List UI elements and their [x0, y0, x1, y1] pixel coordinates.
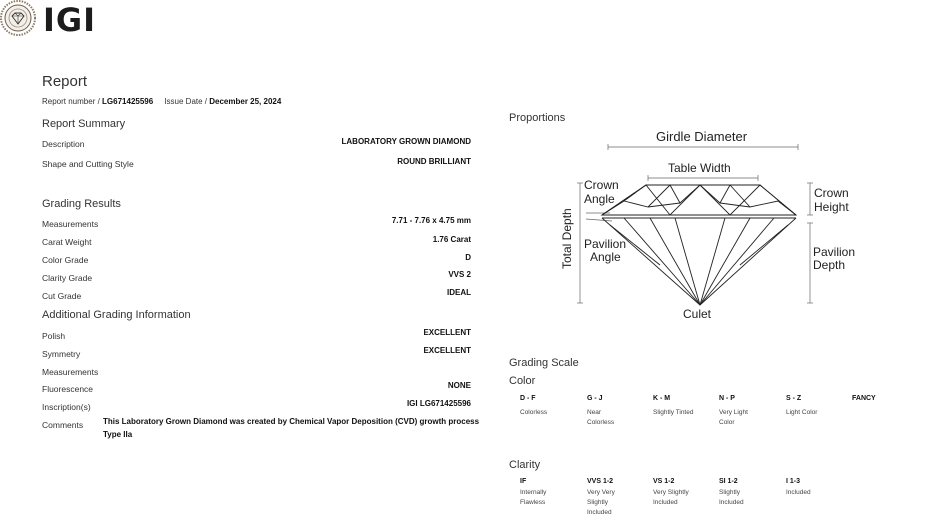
- color-scale-code: S - Z: [786, 395, 802, 402]
- report-number: LG671425596: [102, 97, 154, 106]
- summary-label: Shape and Cutting Style: [42, 159, 134, 169]
- proportions-heading: Proportions: [509, 112, 566, 124]
- additional-value: NONE: [447, 381, 471, 390]
- proportions-diagram: [550, 125, 856, 325]
- clarity-scale-code: VS 1-2: [653, 478, 675, 485]
- additional-label: Polish: [42, 331, 66, 341]
- grading-value: D: [465, 253, 471, 262]
- clarity-scale-desc: Included: [786, 489, 811, 496]
- clarity-scale-desc: Slightly Included: [719, 489, 744, 506]
- color-scale-code: FANCY: [852, 395, 876, 402]
- color-scale-code: N - P: [719, 395, 735, 402]
- report-summary-heading: Report Summary: [42, 118, 126, 130]
- additional-value: EXCELLENT: [423, 328, 471, 337]
- additional-label: Symmetry: [42, 349, 81, 359]
- color-scale-code: D - F: [520, 395, 536, 402]
- grading-results-heading: Grading Results: [42, 198, 121, 210]
- color-scale-desc: Colorless: [520, 409, 548, 416]
- pavilion-angle-label-2: Angle: [590, 250, 621, 264]
- grading-label: Cut Grade: [42, 291, 82, 301]
- summary-label: Description: [42, 139, 85, 149]
- pavilion-depth-label-2: Depth: [813, 258, 846, 272]
- crown-height-label-2: Height: [814, 200, 849, 214]
- grading-scale-heading: Grading Scale: [509, 357, 579, 369]
- clarity-scale-heading: Clarity: [509, 459, 541, 471]
- clarity-scale-desc: Internally Flawless: [520, 489, 547, 506]
- report-number-label: Report number /: [42, 97, 100, 106]
- additional-info-heading: Additional Grading Information: [42, 309, 191, 321]
- girdle-diameter-label: Girdle Diameter: [656, 129, 748, 144]
- grading-label: Measurements: [42, 219, 99, 229]
- pavilion-angle-label-1: Pavilion: [584, 237, 627, 251]
- clarity-scale-desc: Very Slightly Included: [653, 489, 689, 506]
- grading-label: Carat Weight: [42, 237, 92, 247]
- report-meta: [42, 97, 281, 106]
- additional-value: IGI LG671425596: [406, 399, 471, 408]
- grading-label: Clarity Grade: [42, 273, 93, 283]
- clarity-scale-code: SI 1-2: [719, 478, 738, 485]
- additional-label: Inscription(s): [42, 402, 91, 412]
- clarity-scale-code: I 1-3: [786, 478, 801, 485]
- crown-angle-label-2: Angle: [584, 192, 615, 206]
- report-title: Report: [42, 73, 88, 90]
- issue-date-label: Issue Date /: [164, 97, 208, 106]
- additional-value: EXCELLENT: [423, 346, 471, 355]
- pavilion-depth-label-1: Pavilion: [813, 245, 856, 259]
- color-scale-desc: Very Light Color: [719, 409, 748, 426]
- crown-height-label-1: Crown: [814, 186, 849, 200]
- clarity-scale-code: IF: [520, 478, 527, 485]
- clarity-scale-code: VVS 1-2: [587, 478, 614, 485]
- grading-value: 7.71 - 7.76 x 4.75 mm: [391, 216, 471, 225]
- additional-label: Fluorescence: [42, 384, 94, 394]
- comments-label: Comments: [42, 420, 84, 430]
- total-depth-label: Total Depth: [560, 208, 574, 269]
- color-scale-heading: Color: [509, 375, 536, 387]
- table-width-label: Table Width: [668, 161, 731, 175]
- grading-label: Color Grade: [42, 255, 89, 265]
- brand-name: IGI: [43, 1, 97, 39]
- issue-date: December 25, 2024: [209, 97, 282, 106]
- igi-seal-icon: [0, 0, 36, 36]
- color-scale-desc: Near Colorless: [587, 409, 615, 426]
- additional-label: Measurements: [42, 367, 99, 377]
- clarity-scale-desc: Very Very Slightly Included: [587, 489, 615, 516]
- summary-value: LABORATORY GROWN DIAMOND: [341, 137, 471, 146]
- summary-value: ROUND BRILLIANT: [397, 157, 471, 166]
- grading-value: IDEAL: [447, 288, 471, 297]
- comments-text: This Laboratory Grown Diamond was created by Chemical Vapor Deposition (CVD) growth process Type IIa: [103, 417, 480, 439]
- culet-label: Culet: [683, 307, 712, 321]
- grading-value: 1.76 Carat: [432, 235, 471, 244]
- color-scale-code: G - J: [587, 395, 603, 402]
- igi-logo: [0, 0, 97, 39]
- color-scale-desc: Light Color: [786, 409, 818, 416]
- diamond-outline-icon: [602, 185, 796, 305]
- crown-angle-label-1: Crown: [584, 178, 619, 192]
- color-scale-desc: Slightly Tinted: [653, 409, 694, 416]
- grading-value: VVS 2: [448, 270, 471, 279]
- color-scale-code: K - M: [653, 395, 671, 402]
